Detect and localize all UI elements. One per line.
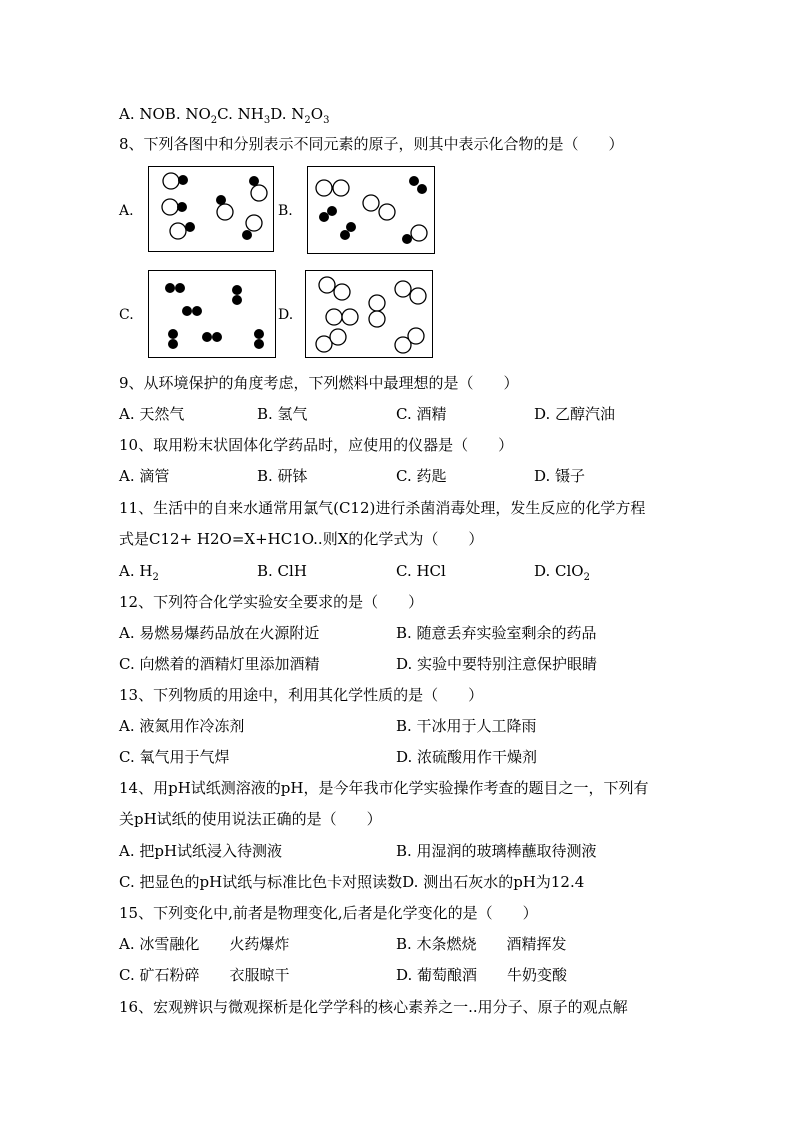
q8-stem: 8、下列各图中和分别表示不同元素的原子，则其中表示化合物的是（ ） <box>119 135 624 153</box>
q11-option-d-text: D. ClO <box>534 562 584 580</box>
black-atom <box>340 230 350 240</box>
q15-option-c: C. 矿石粉碎 衣服晾干 <box>119 966 290 984</box>
q7-sub-3: 2 <box>304 115 311 126</box>
black-atom <box>202 332 212 342</box>
white-atom <box>395 281 411 297</box>
q7-text-2: C. NH <box>217 105 264 123</box>
white-atom <box>246 215 262 231</box>
q8-label-d: D. <box>278 307 294 323</box>
white-atom <box>251 185 267 201</box>
q9-option-d: D. 乙醇汽油 <box>534 405 616 423</box>
q8-label-c: C. <box>119 307 134 323</box>
q9-option-b: B. 氢气 <box>257 405 308 423</box>
white-atom <box>410 288 426 304</box>
q13-option-a: A. 液氮用作冷冻剂 <box>119 717 245 735</box>
diagram-d-svg <box>306 271 432 357</box>
q7-text-3: D. N <box>270 105 305 123</box>
q14-stem-line2: 关pH试纸的使用说法正确的是（ ） <box>119 810 382 828</box>
q7-sub-4: 3 <box>323 115 330 126</box>
black-atom <box>254 329 264 339</box>
q8-label-a: A. <box>119 203 134 219</box>
q14-option-b: B. 用湿润的玻璃棒蘸取待测液 <box>396 842 597 860</box>
q12-stem: 12、下列符合化学实验安全要求的是（ ） <box>119 593 424 611</box>
white-atom <box>333 180 349 196</box>
diagram-c <box>148 270 276 358</box>
white-atom <box>217 204 233 220</box>
black-atom <box>346 222 356 232</box>
q11-option-d <box>534 561 590 581</box>
q13-stem: 13、下列物质的用途中，利用其化学性质的是（ ） <box>119 686 484 704</box>
white-atom <box>363 195 379 211</box>
q10-option-d: D. 镊子 <box>534 467 586 485</box>
black-atom <box>192 306 202 316</box>
diagram-a <box>148 166 274 252</box>
white-atom <box>326 309 342 325</box>
q10-option-a: A. 滴管 <box>119 467 170 485</box>
white-atom <box>411 225 427 241</box>
q15-stem: 15、下列变化中,前者是物理变化,后者是化学变化的是（ ） <box>119 904 538 922</box>
diagram-d <box>305 270 433 358</box>
black-atom <box>254 339 264 349</box>
q11-stem-line1: 11、生活中的自来水通常用氯气(C12)进行杀菌消毒处理，发生反应的化学方程 <box>119 499 646 517</box>
q11-option-a-sub: 2 <box>152 572 159 583</box>
black-atom <box>165 283 175 293</box>
white-atom <box>162 199 178 215</box>
q14-stem-line1: 14、用pH试纸测溶液的pH，是今年我市化学实验操作考查的题目之一，下列有 <box>119 779 649 797</box>
q12-option-c: C. 向燃着的酒精灯里添加酒精 <box>119 655 320 673</box>
q9-option-c: C. 酒精 <box>396 405 447 423</box>
q16-stem: 16、宏观辨识与微观探析是化学学科的核心素养之一..用分子、原子的观点解 <box>119 998 628 1016</box>
white-atom <box>319 277 335 293</box>
black-atom <box>212 332 222 342</box>
q11-option-d-sub: 2 <box>583 572 590 583</box>
diagram-c-svg <box>149 271 275 357</box>
black-atom <box>232 285 242 295</box>
diagram-b <box>307 166 435 254</box>
white-atom <box>334 284 350 300</box>
q10-option-c: C. 药匙 <box>396 467 447 485</box>
diagram-b-svg <box>308 167 434 253</box>
black-atom <box>175 283 185 293</box>
q12-option-b: B. 随意丢弃实验室剩余的药品 <box>396 624 597 642</box>
q9-option-a: A. 天然气 <box>119 405 185 423</box>
q15-option-a: A. 冰雪融化 火药爆炸 <box>119 935 290 953</box>
q11-option-b: B. ClH <box>257 562 307 580</box>
q7-options <box>119 104 329 124</box>
white-atom <box>316 180 332 196</box>
white-atom <box>163 173 179 189</box>
q12-option-d: D. 实验中要特别注意保护眼睛 <box>396 655 598 673</box>
q11-option-a <box>119 561 159 581</box>
black-atom <box>327 206 337 216</box>
black-atom <box>409 176 419 186</box>
q13-option-b: B. 干冰用于人工降雨 <box>396 717 537 735</box>
q11-stem-line2: 式是C12+ H2O=X+HC1O..则X的化学式为（ ） <box>119 530 484 548</box>
q11-option-c: C. HCl <box>396 562 446 580</box>
q7-text-1: A. NOB. NO <box>119 105 211 123</box>
q10-option-b: B. 研钵 <box>257 467 308 485</box>
black-atom <box>168 339 178 349</box>
q12-option-a: A. 易燃易爆药品放在火源附近 <box>119 624 320 642</box>
white-atom <box>369 295 385 311</box>
q9-stem: 9、从环境保护的角度考虑，下列燃料中最理想的是（ ） <box>119 374 519 392</box>
q14-option-a: A. 把pH试纸浸入待测液 <box>119 842 283 860</box>
q10-stem: 10、取用粉末状固体化学药品时，应使用的仪器是（ ） <box>119 436 514 454</box>
q13-option-d: D. 浓硫酸用作干燥剂 <box>396 748 538 766</box>
q7-sub-1: 2 <box>210 115 218 126</box>
black-atom <box>319 212 329 222</box>
q11-option-a-text: A. H <box>119 562 153 580</box>
black-atom <box>182 306 192 316</box>
white-atom <box>369 311 385 327</box>
q15-option-d: D. 葡萄酿酒 牛奶变酸 <box>396 966 568 984</box>
black-atom <box>168 329 178 339</box>
q7-sub-2: 3 <box>263 115 271 126</box>
black-atom <box>402 234 412 244</box>
white-atom <box>342 309 358 325</box>
white-atom <box>330 329 346 345</box>
diagram-a-svg <box>149 167 273 251</box>
black-atom <box>178 175 188 185</box>
black-atom <box>242 230 252 240</box>
black-atom <box>232 295 242 305</box>
white-atom <box>408 328 424 344</box>
black-atom <box>177 202 187 212</box>
white-atom <box>379 204 395 220</box>
q8-label-b: B. <box>278 203 293 219</box>
q14-options-cd: C. 把显色的pH试纸与标准比色卡对照读数D. 测出石灰水的pH为12.4 <box>119 873 585 891</box>
white-atom <box>170 223 186 239</box>
black-atom <box>417 184 427 194</box>
q13-option-c: C. 氧气用于气焊 <box>119 748 230 766</box>
black-atom <box>185 222 195 232</box>
q15-option-b: B. 木条燃烧 酒精挥发 <box>396 935 567 953</box>
q7-text-4: O <box>310 105 324 123</box>
